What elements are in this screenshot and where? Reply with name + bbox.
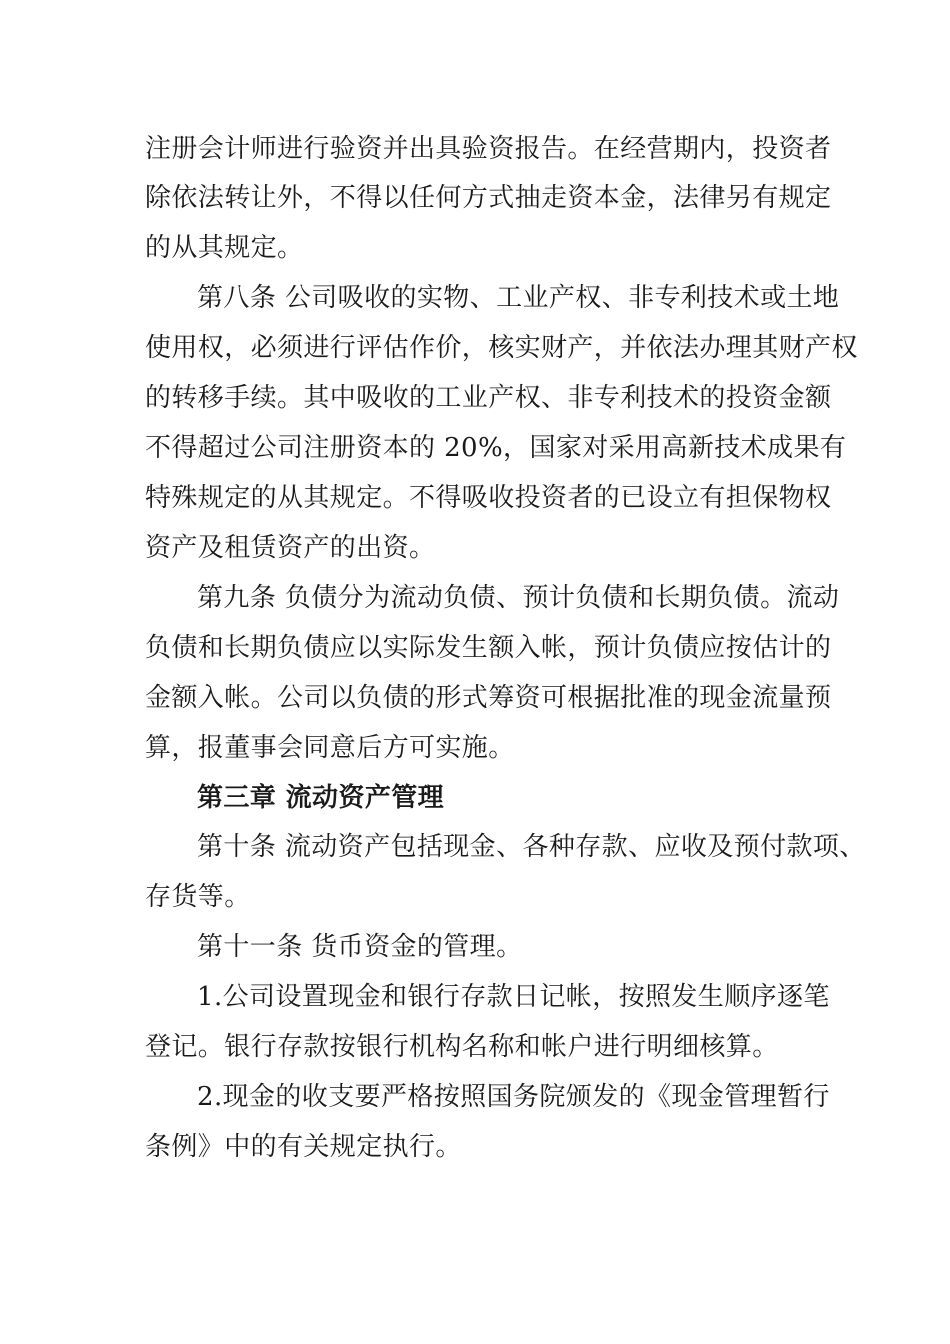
text-line: 资产及租赁资产的出资。 — [145, 533, 436, 563]
text-line: 的从其规定。 — [145, 233, 304, 263]
text-line: 使用权，必须进行评估作价，核实财产，并依法办理其财产权 — [145, 333, 858, 363]
article-9-heading-line: 第九条 负债分为流动负债、预计负债和长期负债。流动 — [197, 583, 840, 613]
list-item-1-line: 1.公司设置现金和银行存款日记帐，按照发生顺序逐笔 — [197, 982, 830, 1012]
chapter-3-heading: 第三章 流动资产管理 — [197, 783, 445, 813]
text-line: 存货等。 — [145, 882, 251, 912]
text-line: 特殊规定的从其规定。不得吸收投资者的已设立有担保物权 — [145, 483, 832, 513]
text-line: 负债和长期负债应以实际发生额入帐，预计负债应按估计的 — [145, 633, 832, 663]
article-10-heading-line: 第十条 流动资产包括现金、各种存款、应收及预付款项、 — [197, 832, 866, 862]
text-line: 不得超过公司注册资本的 20%，国家对采用高新技术成果有 — [145, 433, 847, 463]
article-8-heading-line: 第八条 公司吸收的实物、工业产权、非专利技术或土地 — [197, 283, 840, 313]
text-line: 登记。银行存款按银行机构名称和帐户进行明细核算。 — [145, 1032, 779, 1062]
text-line: 除依法转让外，不得以任何方式抽走资本金，法律另有规定 — [145, 183, 832, 213]
text-line: 的转移手续。其中吸收的工业产权、非专利技术的投资金额 — [145, 383, 832, 413]
text-line: 金额入帐。公司以负债的形式筹资可根据批准的现金流量预 — [145, 683, 832, 713]
list-item-2-line: 2.现金的收支要严格按照国务院颁发的《现金管理暂行 — [197, 1082, 830, 1112]
text-line: 条例》中的有关规定执行。 — [145, 1132, 462, 1162]
text-line: 算，报董事会同意后方可实施。 — [145, 733, 515, 763]
text-line: 注册会计师进行验资并出具验资报告。在经营期内，投资者 — [145, 134, 832, 164]
article-11-heading-line: 第十一条 货币资金的管理。 — [197, 932, 523, 962]
